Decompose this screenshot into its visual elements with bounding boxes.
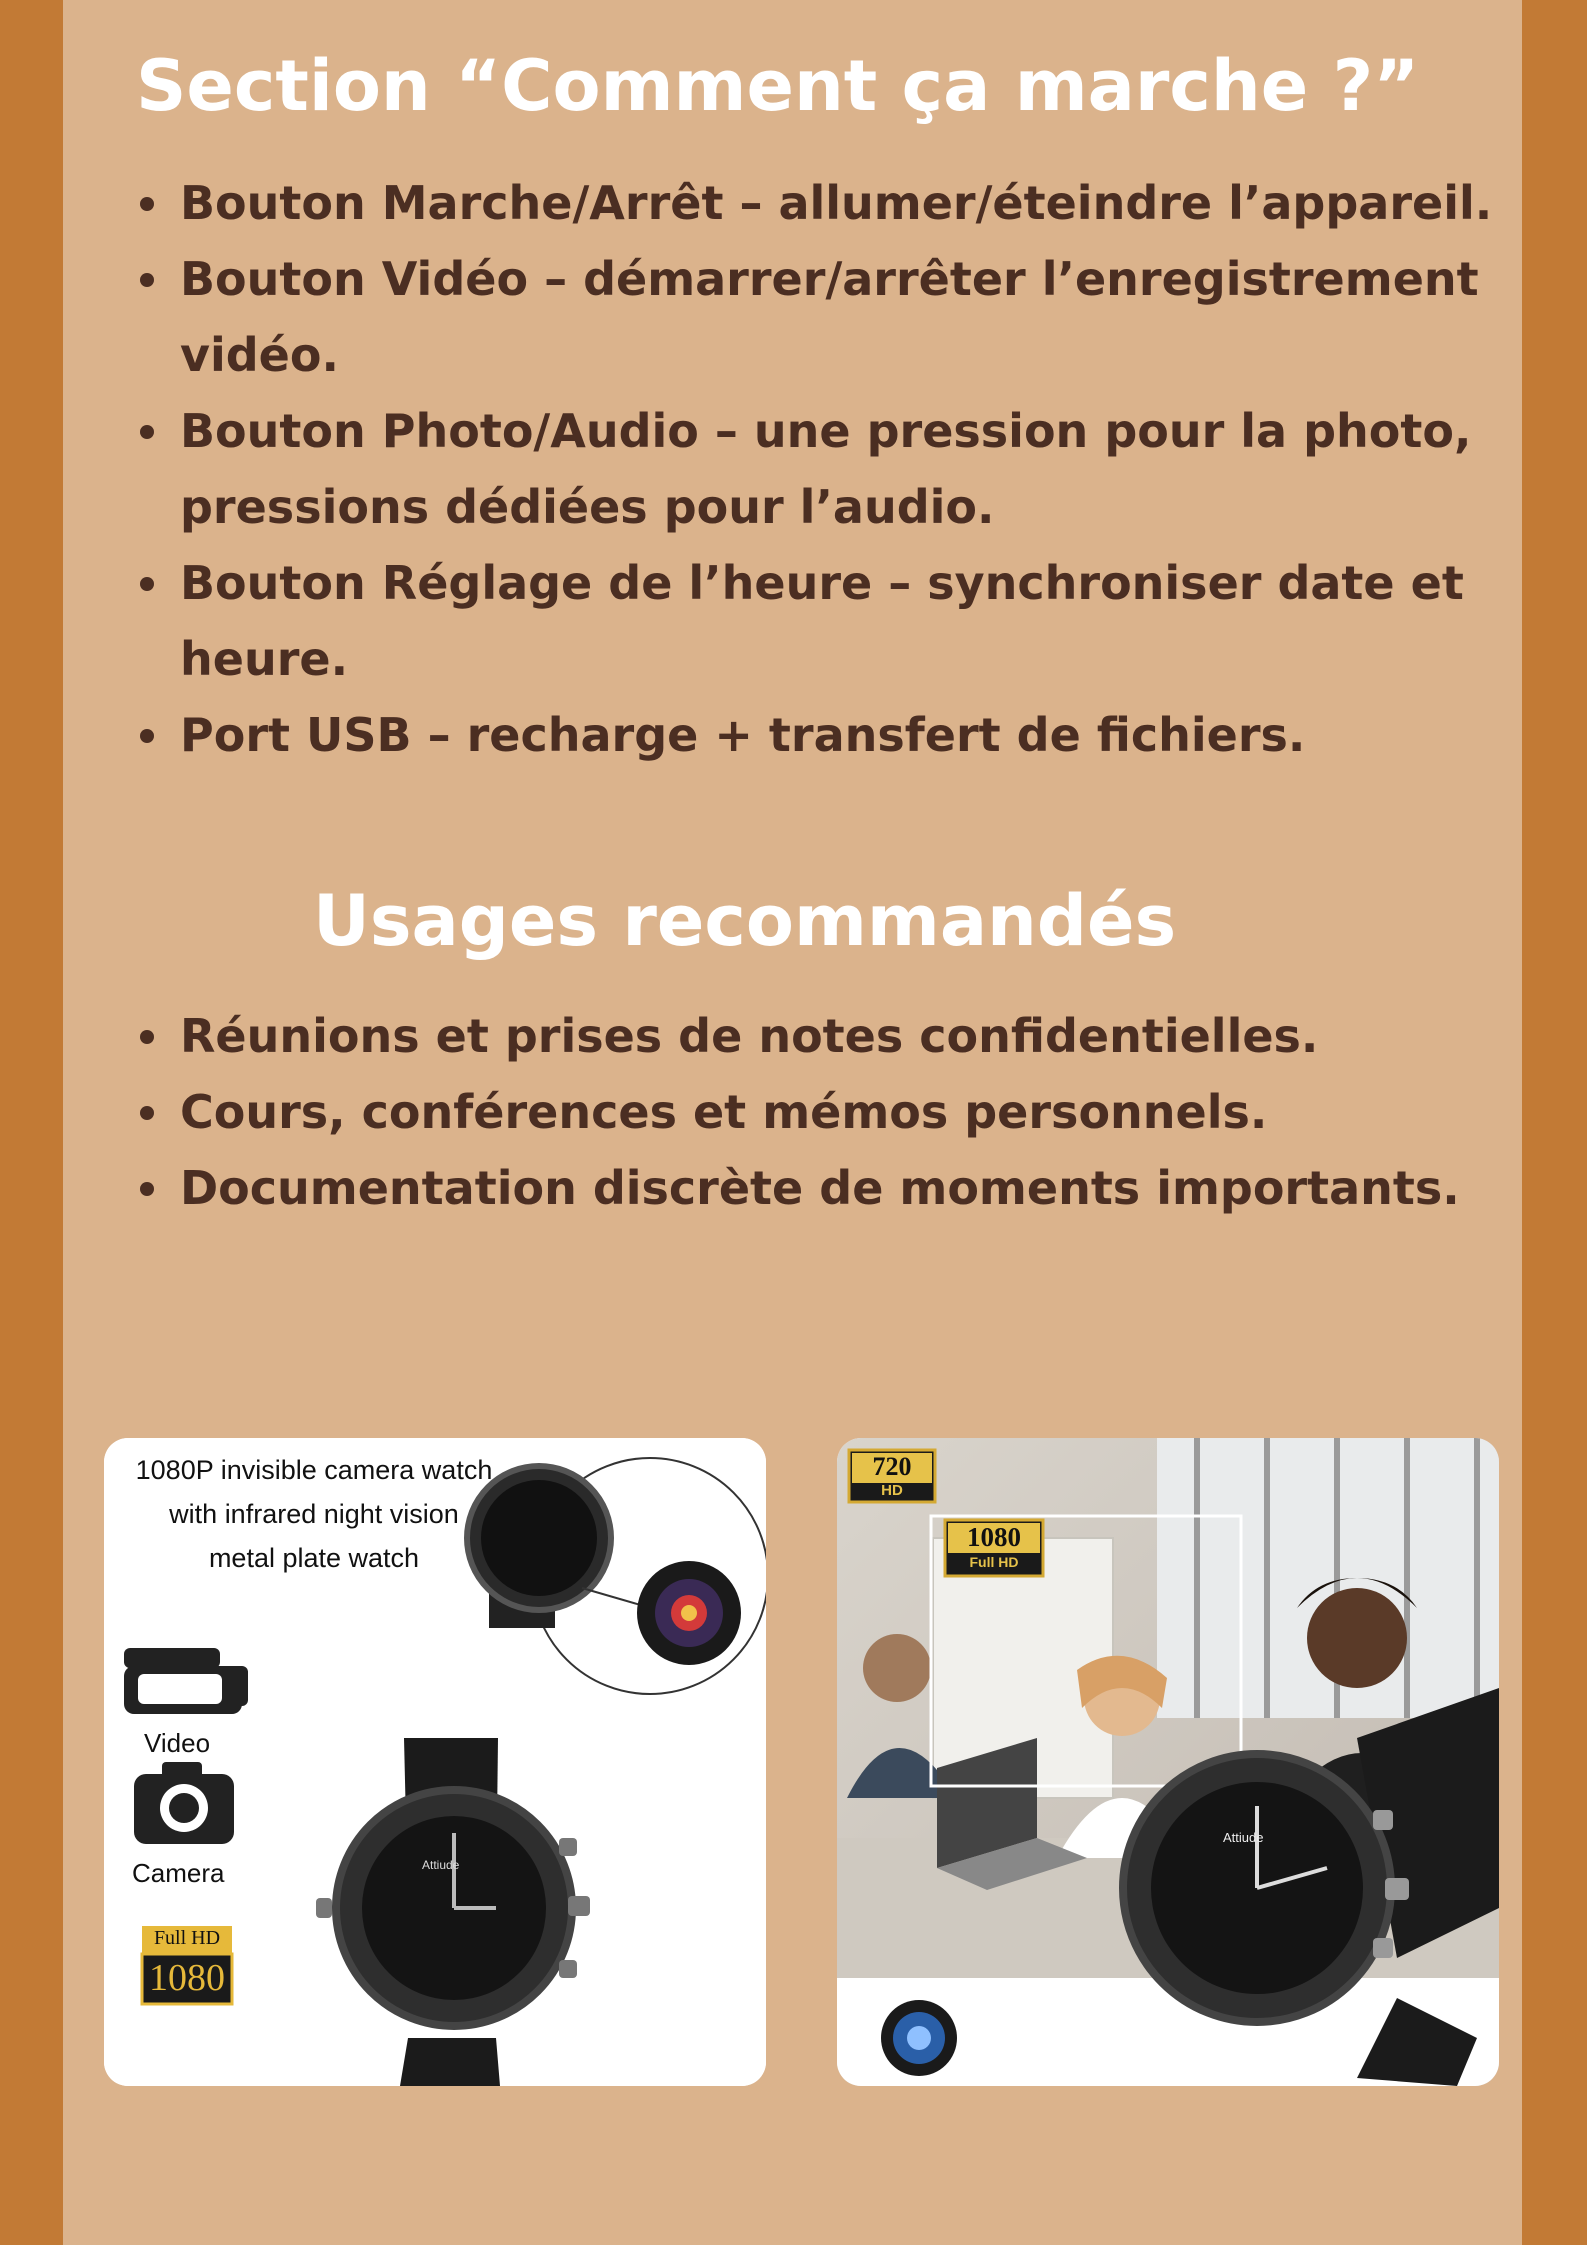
watch-brand: Attiude: [422, 1858, 460, 1872]
list-item: Documentation discrète de moments importants.: [136, 1150, 1506, 1226]
camera-icon: [134, 1762, 234, 1844]
full-hd-1080-label: 1080: [967, 1522, 1021, 1552]
product-image-left: [104, 1438, 766, 2086]
office-scene-illustration: [837, 1438, 1499, 2086]
hd-720-label: 720: [872, 1452, 912, 1481]
list-item: Bouton Photo/Audio – une pression pour la photo, pressions dédiées pour l’audio.: [136, 393, 1506, 545]
product-caption: [104, 1448, 524, 1580]
product-image-right: [837, 1438, 1499, 2086]
section-usage-list: [136, 998, 1506, 1226]
section-usage-title: Usages recommandés: [313, 880, 1177, 962]
full-hd-badge-top: Full HD: [153, 1927, 221, 1949]
full-hd-1080-sublabel: Full HD: [969, 1554, 1019, 1570]
list-item: Port USB – recharge + transfert de fichiers.: [136, 697, 1506, 773]
list-item: Bouton Vidéo – démarrer/arrêter l’enregistrement vidéo.: [136, 241, 1506, 393]
list-item: Cours, conférences et mémos personnels.: [136, 1074, 1506, 1150]
hd-720-sublabel: HD: [881, 1482, 903, 1499]
caption-line: with infrared night vision: [169, 1499, 459, 1529]
caption-line: metal plate watch: [208, 1543, 420, 1573]
video-label: Video: [144, 1728, 211, 1758]
lens-icon: [637, 1561, 741, 1665]
section-how-list: [136, 165, 1506, 773]
full-hd-badge-bottom: 1080: [149, 1957, 225, 1999]
camera-label: Camera: [132, 1858, 225, 1888]
watch-brand: Attiude: [1223, 1830, 1264, 1845]
caption-line: 1080P invisible camera watch: [135, 1455, 493, 1485]
lens-icon: [881, 2000, 957, 2076]
list-item: Bouton Marche/Arrêt – allumer/éteindre l’appareil.: [136, 165, 1506, 241]
list-item: Bouton Réglage de l’heure – synchroniser date et heure.: [136, 545, 1506, 697]
section-how-title: Section “Comment ça marche ?”: [136, 45, 1420, 127]
list-item: Réunions et prises de notes confidentielles.: [136, 998, 1506, 1074]
